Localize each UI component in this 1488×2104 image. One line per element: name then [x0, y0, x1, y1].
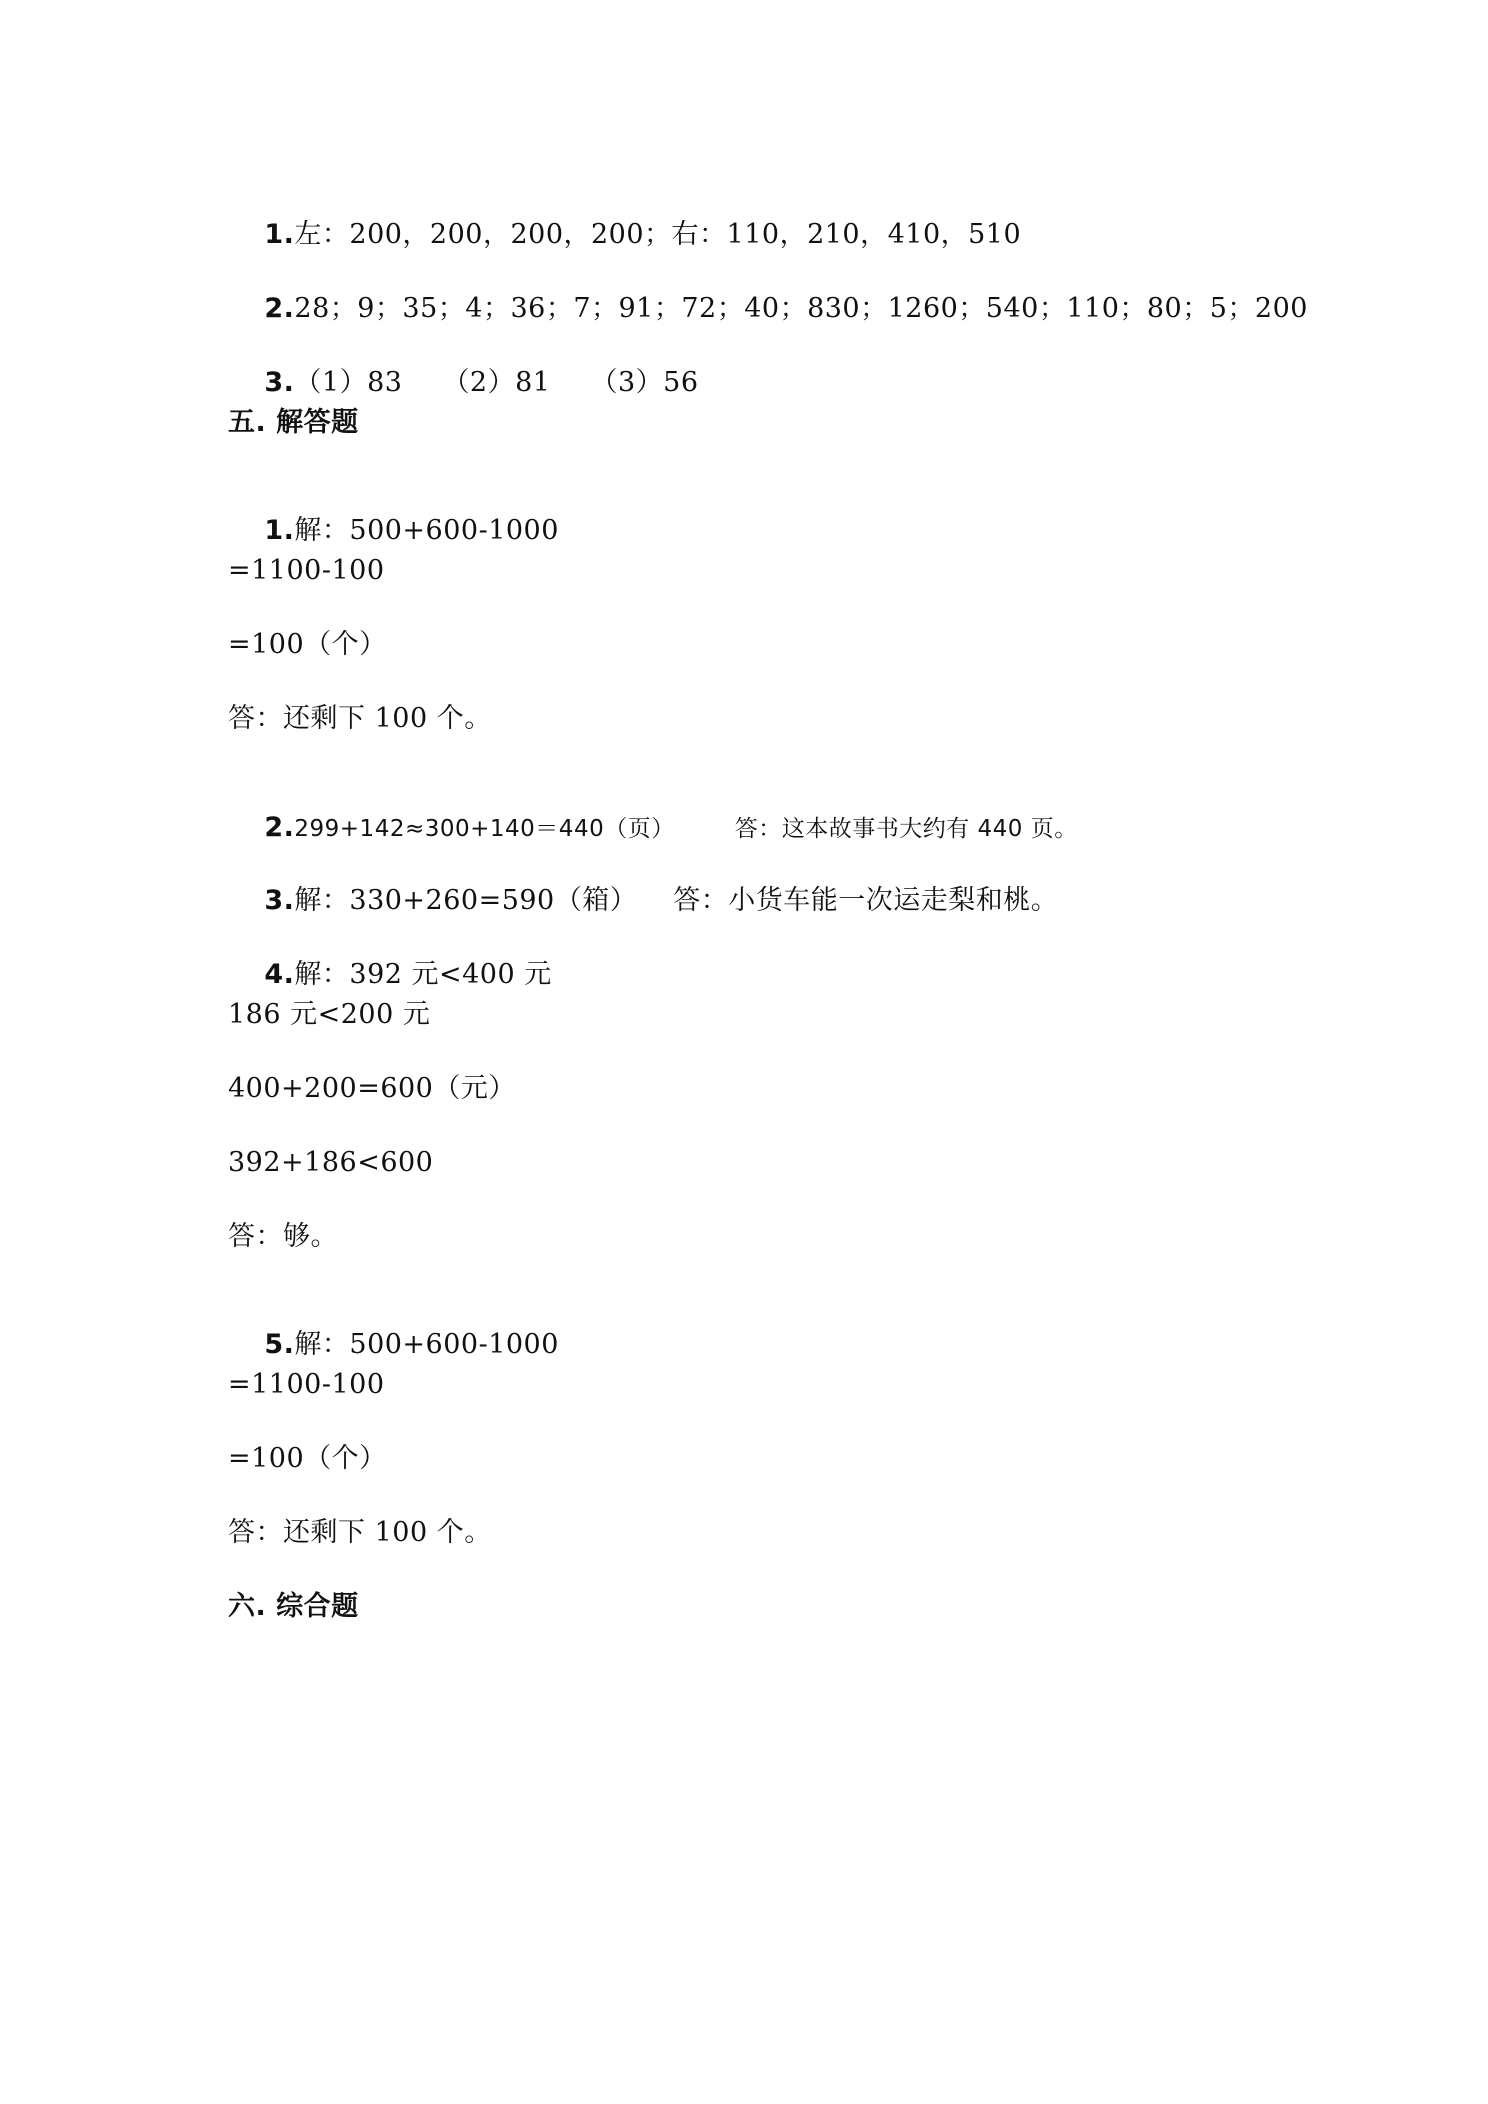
item-text: 解：500+600-1000 [294, 515, 559, 546]
q5-line-2: =1100-100 [228, 1369, 385, 1400]
q4-answer: 答：够。 [228, 1221, 338, 1252]
q1-line-3: =100（个） [228, 629, 387, 660]
item-number: 2. [264, 293, 295, 324]
item-number: 1. [264, 515, 295, 546]
item-text: 解：500+600-1000 [294, 1329, 559, 1360]
item-text: 28；9；35；4；36；7；91；72；40；830；1260；540；110；80；5；200 [294, 293, 1308, 324]
item-text: 左：200，200，200，200；右：110，210，410，510 [294, 219, 1022, 250]
section-heading-5: 五. 解答题 [228, 407, 359, 438]
q2-answer: 答：这本故事书大约有 440 页。 [734, 816, 1078, 842]
q1-line-2: =1100-100 [228, 555, 385, 586]
part-3: （3）56 [590, 367, 699, 398]
q4-line-4: 392+186<600 [228, 1147, 434, 1178]
item-number: 1. [264, 219, 295, 250]
section-heading-6: 六. 综合题 [228, 1591, 359, 1622]
q3-answer: 答：小货车能一次运走梨和桃。 [673, 885, 1059, 916]
q4-line-2: 186 元<200 元 [228, 999, 431, 1030]
q3-calc: 解：330+260=590（箱） [294, 885, 638, 916]
part-1: （1）83 [294, 367, 403, 398]
item-number: 5. [264, 1329, 295, 1360]
item-number: 2. [264, 812, 295, 843]
item-number: 4. [264, 959, 295, 990]
q1-answer: 答：还剩下 100 个。 [228, 703, 492, 734]
item-number: 3. [264, 885, 295, 916]
part-2: （2）81 [442, 367, 551, 398]
item-number: 3. [264, 367, 295, 398]
q5-answer: 答：还剩下 100 个。 [228, 1517, 492, 1548]
q5-line-3: =100（个） [228, 1443, 387, 1474]
q4-line-3: 400+200=600（元） [228, 1073, 516, 1104]
item-text: 解：392 元<400 元 [294, 959, 552, 990]
q2-calc: 299+142≈300+140＝440（页） [294, 816, 675, 842]
